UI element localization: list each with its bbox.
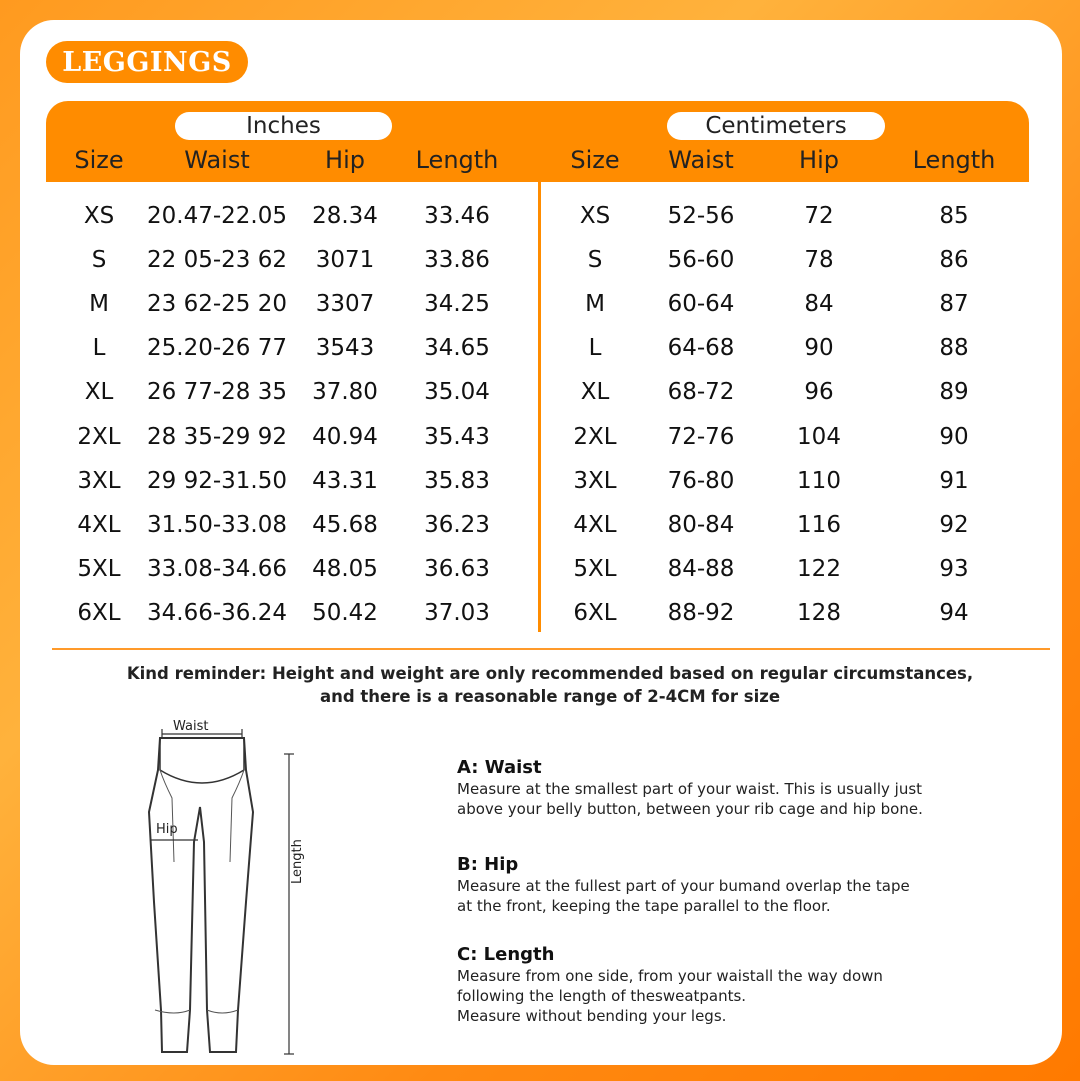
- cm-cell: XS: [579, 203, 611, 229]
- inch-cell: S: [91, 247, 107, 274]
- inch-cell: 50.42: [312, 599, 378, 626]
- cm-cell: 2XL: [573, 423, 617, 450]
- inch-cell: 35.83: [424, 467, 490, 494]
- cm-cell: 86: [939, 247, 969, 274]
- cm-cell: 56-60: [667, 247, 735, 274]
- cm-cell: M: [585, 291, 605, 318]
- inch-cell: 35.04: [424, 379, 490, 406]
- measurement-title: B: Hip: [457, 854, 519, 875]
- diagram-hip-label: Hip: [156, 822, 178, 837]
- cm-cell: 80-84: [667, 511, 735, 538]
- cm-cell: 72-76: [667, 423, 735, 450]
- inch-cell: XS: [83, 203, 115, 229]
- cm-cell: 90: [804, 335, 834, 362]
- cm-cell: 3XL: [573, 467, 617, 494]
- inch-cell: 20.47-22.05: [147, 203, 287, 229]
- cm-header-hip: Hip: [799, 146, 839, 174]
- cm-cell: 116: [797, 511, 841, 538]
- cm-cell: 76-80: [667, 467, 735, 494]
- inch-cell: M: [89, 291, 109, 318]
- inch-cell: 34.65: [424, 335, 490, 362]
- inch-cell: 45.68: [312, 511, 378, 538]
- inch-cell: 36.23: [424, 511, 490, 538]
- cm-cell: 84: [804, 291, 834, 318]
- inch-cell: 26 77-28 35: [147, 379, 287, 406]
- inch-cell: 3307: [315, 291, 375, 318]
- inch-cell: 33.86: [424, 247, 490, 274]
- measurement-description: above your belly button, between your rib cage and hip bone.: [457, 800, 923, 818]
- cm-cell: 4XL: [573, 511, 617, 538]
- inch-cell: 36.63: [424, 555, 490, 582]
- cm-header-length: Length: [912, 146, 996, 174]
- inch-cell: 37.03: [424, 599, 490, 626]
- cm-cell: 89: [939, 379, 969, 406]
- inch-cell: 23 62-25 20: [147, 291, 287, 318]
- cm-cell: 92: [939, 511, 969, 538]
- reminder-line-1: Kind reminder: Height and weight are only recommended based on regular circumstances,: [126, 664, 974, 683]
- measurement-title: C: Length: [457, 944, 555, 965]
- inch-cell: 33.46: [424, 203, 490, 229]
- cm-cell: 104: [797, 423, 841, 450]
- cm-cell: 85: [939, 203, 969, 229]
- inch-cell: 22 05-23 62: [147, 247, 287, 274]
- cm-cell: 93: [939, 555, 969, 582]
- leggings-diagram-icon: [120, 712, 330, 1066]
- cm-cell: 6XL: [573, 599, 617, 626]
- measurement-description: Measure at the smallest part of your waist. This is usually just: [457, 780, 923, 798]
- cm-cell: S: [587, 247, 603, 274]
- measurement-description: at the front, keeping the tape parallel to the floor.: [457, 897, 831, 915]
- cm-cell: 68-72: [667, 379, 735, 406]
- cm-cell: 94: [939, 599, 969, 626]
- inch-cell: 43.31: [312, 467, 378, 494]
- inches-header-waist: Waist: [184, 146, 250, 174]
- inch-cell: 3543: [315, 335, 375, 362]
- cm-cell: 128: [797, 599, 841, 626]
- cm-header-size: Size: [570, 146, 620, 174]
- cm-cell: 88-92: [667, 599, 735, 626]
- inch-cell: 33.08-34.66: [147, 555, 287, 582]
- cm-cell: 110: [797, 467, 841, 494]
- inch-cell: 31.50-33.08: [147, 511, 287, 538]
- inch-cell: 40.94: [312, 423, 378, 450]
- cm-header-waist: Waist: [668, 146, 734, 174]
- cm-cell: 96: [804, 379, 834, 406]
- cm-cell: 52-56: [667, 203, 735, 229]
- cm-cell: L: [588, 335, 602, 362]
- inch-cell: 37.80: [312, 379, 378, 406]
- cm-cell: 87: [939, 291, 969, 318]
- inch-cell: L: [92, 335, 106, 362]
- table-vertical-divider: [538, 182, 541, 632]
- inch-cell: 6XL: [77, 599, 121, 626]
- cm-cell: 84-88: [667, 555, 735, 582]
- cm-cell: 64-68: [667, 335, 735, 362]
- page-title: LEGGINGS: [46, 41, 248, 83]
- measurement-title: A: Waist: [457, 757, 542, 778]
- cm-cell: 60-64: [667, 291, 735, 318]
- measurement-description: Measure at the fullest part of your bumand overlap the tape: [457, 877, 910, 895]
- cm-cell: 72: [804, 203, 834, 229]
- inches-unit-label: Inches: [175, 112, 392, 140]
- inches-header-hip: Hip: [325, 146, 365, 174]
- inch-cell: 4XL: [77, 511, 121, 538]
- cm-cell: 122: [797, 555, 841, 582]
- measurement-description: following the length of thesweatpants.: [457, 987, 747, 1005]
- inch-cell: 3XL: [77, 467, 121, 494]
- diagram-length-label: Length: [290, 839, 305, 884]
- measurement-description: Measure without bending your legs.: [457, 1007, 727, 1025]
- inch-cell: 34.25: [424, 291, 490, 318]
- inch-cell: 28 35-29 92: [147, 423, 287, 450]
- cm-cell: XL: [580, 379, 610, 406]
- inch-cell: 48.05: [312, 555, 378, 582]
- cm-cell: 78: [804, 247, 834, 274]
- cm-cell: 5XL: [573, 555, 617, 582]
- inch-cell: XL: [84, 379, 114, 406]
- diagram-waist-label: Waist: [173, 719, 209, 734]
- measurement-description: Measure from one side, from your waistall the way down: [457, 967, 883, 985]
- cm-cell: 91: [939, 467, 969, 494]
- centimeters-unit-label: Centimeters: [667, 112, 885, 140]
- inches-header-length: Length: [415, 146, 499, 174]
- reminder-line-2: and there is a reasonable range of 2-4CM for size: [319, 687, 781, 706]
- inch-cell: 3071: [315, 247, 375, 274]
- cm-cell: 90: [939, 423, 969, 450]
- inch-cell: 2XL: [77, 423, 121, 450]
- inches-header-size: Size: [74, 146, 124, 174]
- inch-cell: 5XL: [77, 555, 121, 582]
- inch-cell: 35.43: [424, 423, 490, 450]
- inch-cell: 29 92-31.50: [147, 467, 287, 494]
- inch-cell: 25.20-26 77: [147, 335, 287, 362]
- section-divider: [52, 648, 1050, 650]
- inch-cell: 34.66-36.24: [147, 599, 287, 626]
- inch-cell: 28.34: [312, 203, 378, 229]
- cm-cell: 88: [939, 335, 969, 362]
